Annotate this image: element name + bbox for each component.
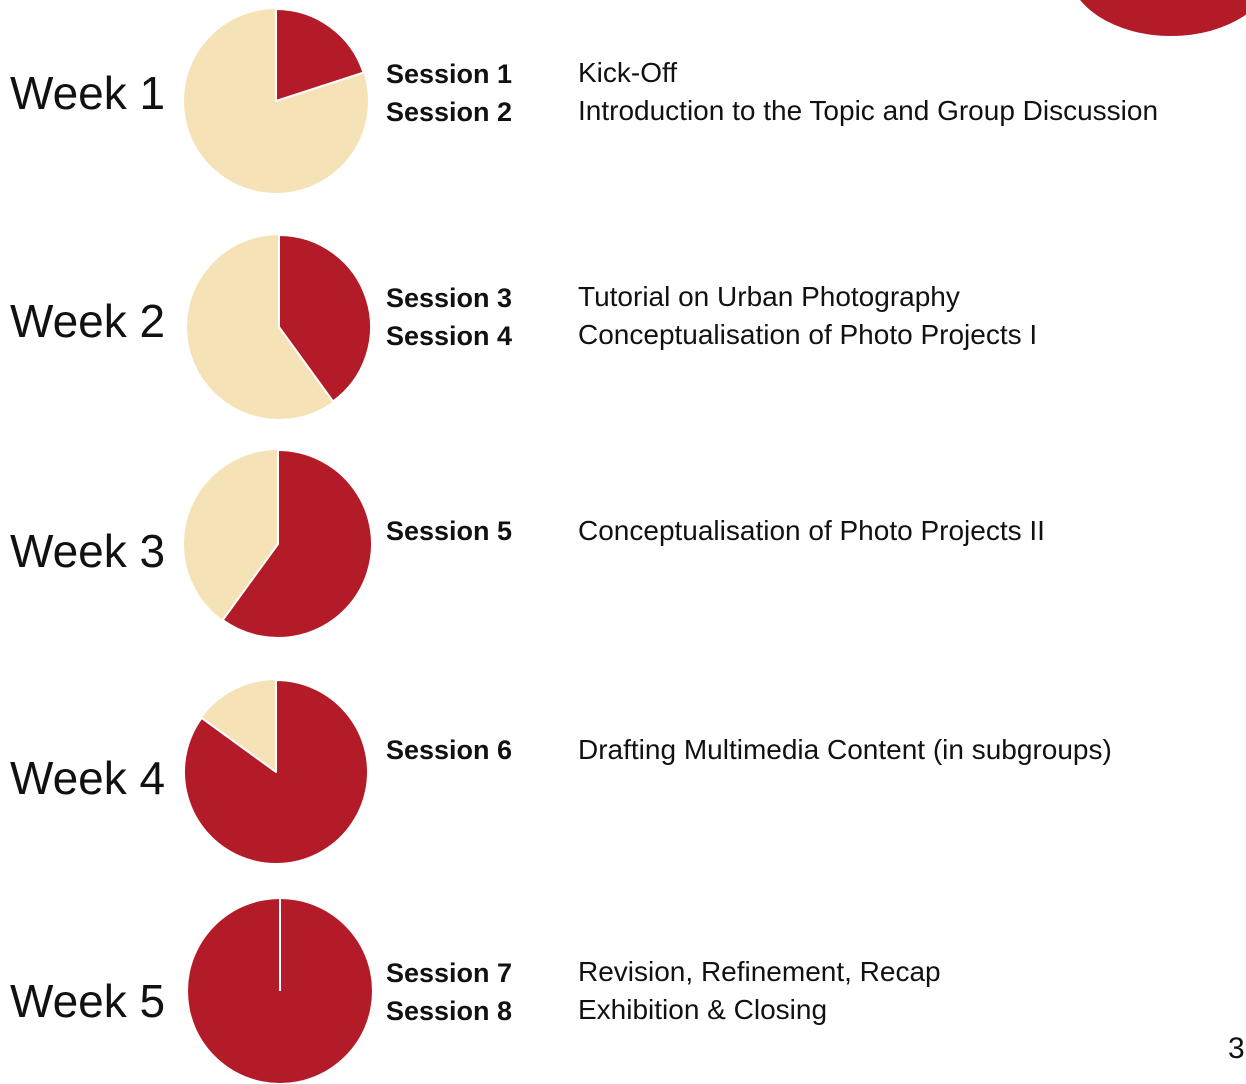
session-label: Session 3 bbox=[386, 283, 513, 313]
week-label: Week 3 bbox=[10, 525, 166, 577]
session-label: Session 5 bbox=[386, 516, 513, 546]
week-label: Week 5 bbox=[10, 975, 166, 1027]
topic-list bbox=[578, 953, 941, 1029]
topic-text: Kick-Off bbox=[578, 57, 678, 88]
week-label: Week 2 bbox=[10, 295, 166, 347]
session-label: Session 6 bbox=[386, 735, 513, 765]
week-progress-pie bbox=[186, 234, 372, 420]
topic-list bbox=[578, 731, 1112, 769]
session-list bbox=[386, 731, 512, 769]
topic-list bbox=[578, 278, 1037, 354]
topic-text: Conceptualisation of Photo Projects I bbox=[578, 319, 1038, 350]
topic-text: Drafting Multimedia Content (in subgroups) bbox=[578, 734, 1112, 765]
session-label: Session 1 bbox=[386, 59, 513, 89]
topic-text: Exhibition & Closing bbox=[578, 994, 828, 1025]
session-list bbox=[386, 954, 512, 1030]
week-progress-pie bbox=[187, 898, 373, 1084]
topic-text: Revision, Refinement, Recap bbox=[578, 956, 941, 987]
topic-text: Introduction to the Topic and Group Discussion bbox=[578, 95, 1159, 126]
topic-text: Tutorial on Urban Photography bbox=[578, 281, 960, 312]
corner-decoration bbox=[1068, 0, 1246, 36]
session-list bbox=[386, 512, 512, 550]
session-label: Session 7 bbox=[386, 958, 513, 988]
page-number: 3 bbox=[1228, 1032, 1245, 1065]
topic-list bbox=[578, 512, 1045, 550]
week-label: Week 4 bbox=[10, 752, 166, 804]
session-label: Session 2 bbox=[386, 97, 513, 127]
week-progress-pie bbox=[183, 679, 369, 865]
week-progress-pie bbox=[183, 8, 369, 194]
week-label: Week 1 bbox=[10, 67, 166, 119]
session-list bbox=[386, 55, 512, 131]
topic-list bbox=[578, 54, 1158, 130]
session-label: Session 8 bbox=[386, 996, 513, 1026]
week-progress-pie bbox=[183, 449, 373, 639]
session-list bbox=[386, 279, 512, 355]
topic-text: Conceptualisation of Photo Projects II bbox=[578, 515, 1045, 546]
session-label: Session 4 bbox=[386, 321, 513, 351]
